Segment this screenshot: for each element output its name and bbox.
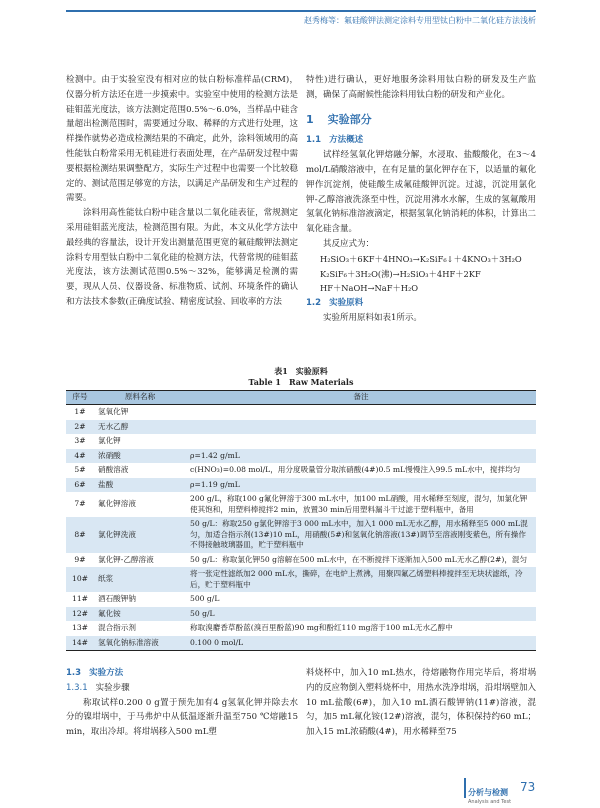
cell-no: 10# [66,567,94,592]
table-row [66,636,536,651]
cell-name: 无水乙醇 [94,420,186,435]
table-row [66,492,536,517]
section-number: 1.2 [306,298,322,309]
table-row [66,553,536,568]
paragraph: 其反应式为： [323,238,375,249]
table-row [66,420,536,435]
cell-note [186,420,536,435]
table-caption-en: Table 1 Raw Materials [248,377,354,387]
cell-note: ρ=1.42 g/mL [186,449,536,464]
cell-no: 12# [66,607,94,622]
section-heading-1 [306,113,536,128]
cell-name: 氯化钾 [94,434,186,449]
table-caption-cn: 表1 实验原料 [274,366,328,376]
cell-no: 1# [66,405,94,420]
cell-name: 氯化钾洗液 [94,517,186,553]
cell-name: 氢氧化钾 [94,405,186,420]
cell-note: 500 g/L [186,592,536,607]
cell-name: 酒石酸钾钠 [94,592,186,607]
cell-no: 14# [66,636,94,651]
section-heading-1-1 [306,133,536,148]
cell-no: 2# [66,420,94,435]
section-number: 1.3 [66,668,82,678]
cell-note: ρ=1.19 g/mL [186,478,536,493]
section-number: 1 [306,112,314,126]
section-title: 实验步骤 [95,682,130,693]
cell-note: c(HNO₃)=0.08 mol/L，用分度吸量管分取浓硝酸(4#)0.5 mL慢慢注入99.5 mL水中，搅拌均匀 [186,463,536,478]
cell-name: 混合指示剂 [94,621,186,636]
section-title: 方法概述 [329,135,364,146]
cell-note: 将一张定性滤纸加2 000 mL水，撕碎，在电炉上煮沸，用聚四氟乙烯塑料棒搅拌至无块状滤纸，冷后，贮于塑料瓶中 [186,567,536,592]
equation-3: HF＋NaOH→NaF＋H₂O [320,283,419,294]
header-cell-no: 序号 [66,391,94,405]
cell-name: 纸浆 [94,567,186,592]
paragraph: 涂料用高性能钛白粉中硅含量以二氧化硅表征，常规测定采用硅钼蓝光度法，检测范围有限。为此，本文从化学方法中最经典的容量法，设计开发出测量范围更宽的氟硅酸钾法测定涂料专用型钛白粉中二氧化硅的检测方法，代替常规的硅钼蓝光度法，该方法测试范围0.5%～32%，能够满足检测的需要，现从人员、仪器设备、标准物质、试剂、环境条件的确认和方法技术参数(正确度试验、精密度试验、回收率的方法 [66,208,298,307]
cell-note: 50 g/L：称取250 g氯化钾溶于3 000 mL水中，加入1 000 mL无水乙醇，用水稀释至5 000 mL混匀，加适合指示剂(13#)10 mL，用硝酸(5#)和氢氧化钠溶液(13#)调节至溶液刚变紫色，所有操作不得接触玻璃器皿，贮于塑料瓶中 [186,517,536,553]
table-row [66,607,536,622]
left-column-top [66,73,298,310]
left-column-bottom [66,666,298,740]
equation-1: H₂SiO₃＋6KF＋4HNO₃→K₂SiF₆↓＋4KNO₃＋3H₂O [320,253,522,264]
table-row [66,567,536,592]
section-number: 1.1 [306,135,322,146]
cell-no: 9# [66,553,94,568]
table-header-row [66,391,536,405]
footer [468,780,536,805]
cell-name: 氟化钾溶液 [94,492,186,517]
table-row [66,405,536,420]
cell-name: 浓硝酸 [94,449,186,464]
footer-bar [464,778,466,798]
paragraph: 料烧杯中，加入10 mL热水，待熔融物作用完毕后，将坩埚内的反应物倒入塑料烧杯中，用热水洗净坩埚，沿坩埚壁加入10 mL盐酸(6#)，加入10 mL酒石酸钾钠(11#)溶液，混匀，加5 mL氟化铵(12#)溶液，混匀，体积保持约60 mL；加入15 mL浓硝酸(4#)，用水稀释至75 [306,668,536,738]
cell-note [186,405,536,420]
section-number: 1.3.1 [66,682,88,693]
cell-no: 3# [66,434,94,449]
cell-note: 0.100 0 mol/L [186,636,536,651]
cell-note [186,434,536,449]
header-cell-name: 原料名称 [94,391,186,405]
raw-materials-table [66,390,536,651]
cell-no: 13# [66,621,94,636]
table-row [66,621,536,636]
table-row [66,449,536,464]
table-row [66,463,536,478]
cell-note: 50 g/L [186,607,536,622]
cell-name: 盐酸 [94,478,186,493]
cell-no: 4# [66,449,94,464]
paragraph: 检测中。由于实验室没有相对应的钛白粉标准样品(CRM)，仪器分析方法还在进一步摸索中。实验室中使用的检测方法是硅钼蓝光度法，该方法测定范围0.5%～6.0%，当样品中硅含量超出检测范围时，需要通过分取、稀释的方式进行处理，这样操作就势必造成检测结果的不确定，此外，涂料领域用的高性能钛白粉常采用无机硅进行表面处理，在产品研发过程中需要根据检测结果调整配方，实际生产过程中也需要一个比较稳定的、测试范围足够宽的方法，以满足产品研发和生产过程的需要。 [66,75,298,204]
paragraph: 实验所用原料如表1所示。 [323,312,422,323]
section-heading-1-2 [306,296,536,311]
paragraph: 称取试样0.200 0 g置于预先加有4 g氢氧化钾并除去水分的镍坩埚中，于马弗炉中从低温逐渐升温至750 ℃熔融15 min，取出冷却。将坩埚移入500 mL塑 [66,697,298,738]
cell-name: 硝酸溶液 [94,463,186,478]
cell-no: 5# [66,463,94,478]
paragraph: 试样经氢氧化钾熔融分解，水浸取、盐酸酸化，在3～4 mol/L硝酸溶液中，在有足量的氯化钾存在下，以适量的氟化钾作沉淀剂，使硅酸生成氟硅酸钾沉淀。过滤，沉淀用氯化钾-乙醇溶液洗涤至中性，沉淀用沸水水解，生成的氢氟酸用氢氧化钠标准溶液滴定，根据氢氧化钠消耗的体积，计算出二氧化硅含量。 [306,150,536,235]
section-heading-1-3-1 [66,681,298,696]
table-row [66,434,536,449]
section-title: 实验部分 [327,112,372,126]
section-title: 实验方法 [89,668,124,678]
section-title: 实验原料 [329,298,364,309]
header-cell-note: 备注 [186,391,536,405]
cell-name: 氯化钾-乙醇溶液 [94,553,186,568]
cell-note: 称取溴麝香草酚蓝(溴百里酚蓝)90 mg和酚红110 mg溶于100 mL无水乙醇中 [186,621,536,636]
header-rule [66,10,536,12]
cell-name: 氟化铵 [94,607,186,622]
table-body [66,405,536,651]
right-column-bottom [306,666,536,740]
cell-no: 8# [66,517,94,553]
paragraph: 特性)进行确认，更好地服务涂料用钛白粉的研发及生产监测，确保了高耐候性能涂料用钛白粉的研发和产业化。 [306,75,536,100]
section-heading-1-3 [66,666,298,681]
running-title: 赵秀梅等：氟硅酸钾法测定涂料专用型钛白粉中二氧化硅方法浅析 [304,16,536,25]
journal-name-en: Analysis and Test [468,799,512,805]
right-column-top [306,73,536,326]
cell-note: 50 g/L：称取氯化钾50 g溶解在500 mL水中，在不断搅拌下逐渐加入500 mL无水乙醇(2#)，混匀 [186,553,536,568]
cell-name: 氢氧化钠标准溶液 [94,636,186,651]
journal-name: 分析与检测 [468,788,508,797]
table-row [66,478,536,493]
table-row [66,592,536,607]
cell-no: 6# [66,478,94,493]
page-number: 73 [520,780,536,794]
equation-2: K₂SiF₆＋3H₂O(沸)→H₂SiO₃＋4HF＋2KF [320,268,481,279]
cell-no: 7# [66,492,94,517]
cell-no: 11# [66,592,94,607]
table-row [66,517,536,553]
cell-note: 200 g/L，称取100 g氟化钾溶于300 mL水中，加100 mL硝酸，用水稀释至刻度，混匀，加氯化钾使其饱和，用塑料棒搅拌2 min，放置30 min后用塑料漏斗干过滤于塑料瓶中，备用 [186,492,536,517]
